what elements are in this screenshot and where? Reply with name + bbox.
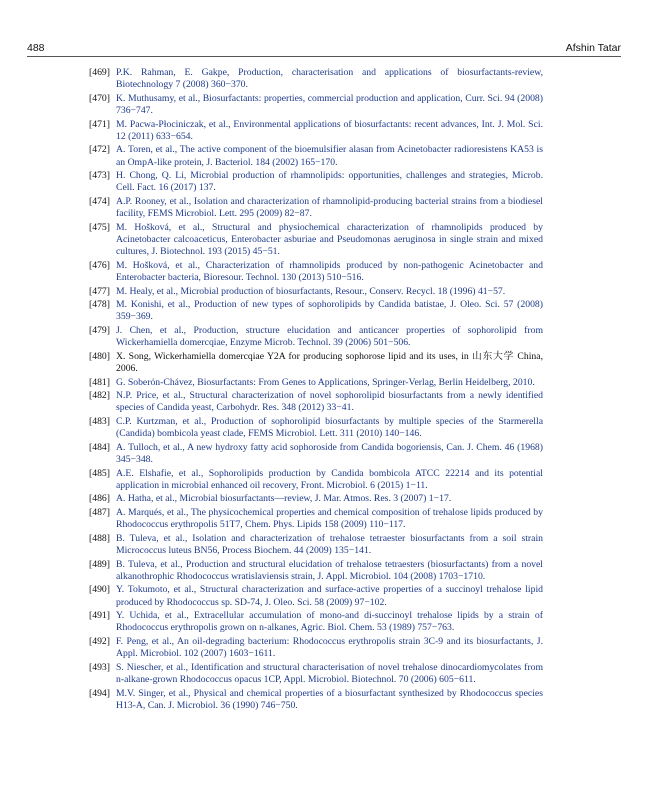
reference-list [89, 67, 543, 713]
reference-item [89, 493, 543, 505]
reference-number: [492] [89, 635, 110, 647]
reference-link[interactable]: M.V. Singer, et al., Physical and chemical properties of a biosurfactant synthesized by Rhodococcus species H13-A, Can. J. Microbiol. 36 (1990) 746−750. [116, 687, 543, 711]
reference-item [89, 260, 543, 284]
reference-link[interactable]: M. Konishi, et al., Production of new types of sophorolipids by Candida batistae, J. Oleo. Sci. 57 (2008) 359−369. [116, 299, 543, 323]
reference-number: [474] [89, 195, 110, 207]
reference-number: [477] [89, 285, 110, 297]
reference-item [89, 468, 543, 492]
reference-item [89, 688, 543, 712]
reference-link[interactable]: H. Chong, Q. Li, Microbial production of rhamnolipids: opportunities, challenges and strategies, Microb. Cell. Fact. 16 (2017) 137. [116, 170, 543, 194]
reference-link[interactable]: A. Hatha, et al., Microbial biosurfactants—review, J. Mar. Atmos. Res. 3 (2007) 1−17. [116, 493, 452, 505]
reference-item [89, 351, 543, 375]
reference-link[interactable]: A. Marqués, et al., The physicochemical properties and chemical composition of trehalose lipids produced by Rhodococcus erythropolis 51T7, Chem. Phys. Lipids 158 (2009) 110−117. [116, 506, 543, 531]
reference-number: [481] [89, 376, 110, 388]
reference-item [89, 93, 543, 117]
reference-number: [475] [89, 221, 110, 233]
reference-number: [488] [89, 532, 110, 544]
reference-item [89, 610, 543, 634]
reference-item [89, 286, 543, 298]
page-header [27, 38, 621, 54]
reference-number: [490] [89, 584, 110, 596]
reference-link[interactable]: G. Soberón-Chávez, Biosurfactants: From Genes to Applications, Springer-Verlag, Berlin Heidelberg, 2010. [116, 376, 535, 388]
reference-number: [470] [89, 92, 110, 104]
reference-number: [485] [89, 467, 110, 479]
reference-number: [473] [89, 170, 110, 182]
reference-number: [483] [89, 415, 110, 427]
reference-item [89, 325, 543, 349]
reference-number: [494] [89, 687, 110, 699]
reference-item [89, 222, 543, 259]
reference-item [89, 390, 543, 414]
page-number: 488 [27, 42, 45, 54]
reference-item [89, 662, 543, 686]
reference-number: [491] [89, 610, 110, 622]
reference-number: [484] [89, 441, 110, 453]
reference-number: [487] [89, 506, 110, 518]
reference-number: [469] [89, 67, 110, 78]
reference-link[interactable]: F. Peng, et al., An oil-degrading bacterium: Rhodococcus erythropolis strain 3C-9 and its biosurfactants, J. Appl. Microbiol. 102 (2007) 1603−1611. [116, 635, 543, 660]
reference-link[interactable]: Y. Uchida, et al., Extracellular accumulation of mono-and di-succinoyl trehalose lipids by a strain of Rhodococcus erythropolis grown on n-alkanes, Agric. Biol. Chem. 53 (1989) 757−763. [116, 610, 543, 634]
reference-link[interactable]: S. Niescher, et al., Identification and structural characterisation of novel trehalose dinocardiomycolates from n-alkane-grown Rhodococcus opacus 1CP, Appl. Microbiol. Biotechnol. 70 (2006) 605−611. [116, 661, 543, 685]
reference-number: [486] [89, 493, 110, 505]
reference-number: [476] [89, 259, 110, 271]
reference-link[interactable]: P.K. Rahman, E. Gakpe, Production, characterisation and applications of biosurfactants-review, Biotechnology 7 (2008) 360−370. [116, 67, 543, 91]
reference-link[interactable]: M. Healy, et al., Microbial production of biosurfactants, Resour., Conserv. Recycl. 18 (1996) 41−57. [116, 285, 506, 297]
reference-number: [478] [89, 299, 110, 311]
reference-item [89, 533, 543, 557]
reference-link[interactable]: J. Chen, et al., Production, structure elucidation and anticancer properties of sophorolipid from Wickerhamiella domercqiae, Enzyme Microb. Technol. 39 (2006) 501−506. [116, 324, 543, 349]
reference-link[interactable]: N.P. Price, et al., Structural characterization of novel sophorolipid biosurfactants from a newly identified species of Candida yeast, Carbohydr. Res. 348 (2012) 33−41. [116, 390, 543, 414]
running-head-author: Afshin Tatar [565, 42, 621, 54]
reference-link[interactable]: B. Tuleva, et al., Isolation and characterization of trehalose tetraester biosurfactants from a soil strain Micrococcus luteus BN56, Process Biochem. 44 (2009) 135−141. [116, 532, 543, 556]
reference-number: [479] [89, 324, 110, 336]
reference-link[interactable]: A.E. Elshafie, et al., Sophorolipids production by Candida bombicola ATCC 22214 and its potential application in microbial enhanced oil recovery, Front. Microbiol. 6 (2015) 1−11. [116, 467, 543, 491]
reference-item [89, 144, 543, 168]
reference-link[interactable]: C.P. Kurtzman, et al., Production of sophorolipid biosurfactants by multiple species of the Starmerella (Candida) bombicola yeast clade, FEMS Microbiol. Lett. 311 (2010) 140−146. [116, 415, 543, 440]
header-rule [27, 56, 621, 57]
reference-link[interactable]: M. Hošková, et al., Structural and physiochemical characterization of rhamnolipids produced by Acinetobacter calcoaceticus, Enterobacter asburiae and Pseudomonas aeruginosa in single strain and mixed cultures, J. Biotechnol. 193 (2015) 45−51. [116, 221, 543, 258]
reference-number: [493] [89, 661, 110, 673]
reference-item [89, 196, 543, 220]
reference-item [89, 636, 543, 660]
reference-number: [471] [89, 118, 110, 130]
reference-item [89, 170, 543, 194]
reference-item [89, 442, 543, 466]
reference-link[interactable]: A.P. Rooney, et al., Isolation and characterization of rhamnolipid-producing bacterial strains from a biodiesel facility, FEMS Microbiol. Lett. 295 (2009) 82−87. [116, 195, 543, 220]
reference-link[interactable]: M. Pacwa-Płociniczak, et al., Environmental applications of biosurfactants: recent advances, Int. J. Mol. Sci. 12 (2011) 633−654. [116, 118, 543, 142]
reference-item [89, 507, 543, 531]
reference-link[interactable]: K. Muthusamy, et al., Biosurfactants: properties, commercial production and application, Curr. Sci. 94 (2008) 736−747. [116, 92, 543, 116]
reference-number: [482] [89, 390, 110, 402]
reference-link[interactable]: B. Tuleva, et al., Production and structural elucidation of trehalose tetraesters (biosurfactants) from a novel alkanothrophic Rhodococcus wratislaviensis strain, J. Appl. Microbiol. 104 (2008) 1703−1710. [116, 558, 543, 582]
reference-number: [480] [89, 350, 110, 362]
reference-link[interactable]: Y. Tokumoto, et al., Structural characterization and surface-active properties of a succinoyl trehalose lipid produced by Rhodococcus sp. SD-74, J. Oleo. Sci. 58 (2009) 97−102. [116, 584, 543, 608]
reference-number: [489] [89, 558, 110, 570]
reference-item [89, 584, 543, 608]
reference-item [89, 119, 543, 143]
reference-item [89, 559, 543, 583]
reference-item [89, 299, 543, 323]
reference-number: [472] [89, 144, 110, 156]
reference-link[interactable]: M. Hošková, et al., Characterization of rhamnolipids produced by non-pathogenic Acinetobacter and Enterobacter bacteria, Bioresour. Technol. 130 (2013) 510−516. [116, 259, 543, 283]
reference-link[interactable]: A. Toren, et al., The active component of the bioemulsifier alasan from Acinetobacter radioresistens KA53 is an OmpA-like protein, J. Bacteriol. 184 (2002) 165−170. [116, 144, 543, 168]
reference-item [89, 377, 543, 389]
reference-item [89, 416, 543, 440]
reference-text: X. Song, Wickerhamiella domercqiae Y2A for producing sophorose lipid and its uses, in 山东大学 China, 2006. [116, 350, 543, 374]
reference-link[interactable]: A. Tulloch, et al., A new hydroxy fatty acid sophoroside from Candida bogoriensis, Can. J. Chem. 46 (1968) 345−348. [116, 441, 543, 465]
reference-item [89, 67, 543, 91]
